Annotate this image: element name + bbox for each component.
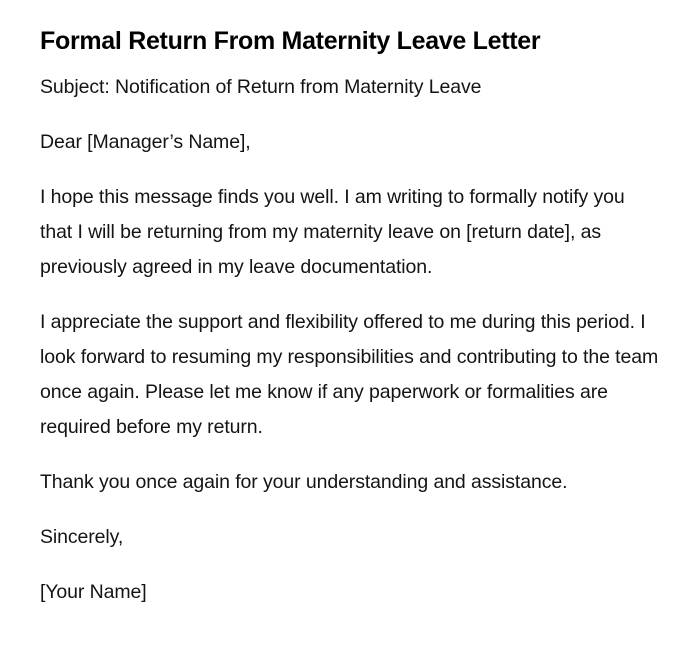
letter-paragraph-thanks: Thank you once again for your understanding and assistance. — [40, 471, 568, 493]
letter-signature: [Your Name] — [40, 581, 147, 603]
letter-document — [40, 24, 660, 630]
letter-salutation: Dear [Manager’s Name], — [40, 131, 251, 153]
letter-title: Formal Return From Maternity Leave Letter — [40, 27, 541, 55]
letter-paragraph-appreciation: I appreciate the support and flexibility offered to me during this period. I look forward to resuming my responsibilities and contributing to the team once again. Please let me know if any paperwork or formalities are required before my return. — [40, 311, 659, 438]
letter-subject: Subject: Notification of Return from Maternity Leave — [40, 76, 482, 98]
letter-closing: Sincerely, — [40, 526, 124, 548]
letter-paragraph-intro: I hope this message finds you well. I am writing to formally notify you that I will be returning from my maternity leave on [return date], as previously agreed in my leave documentation. — [40, 186, 625, 278]
